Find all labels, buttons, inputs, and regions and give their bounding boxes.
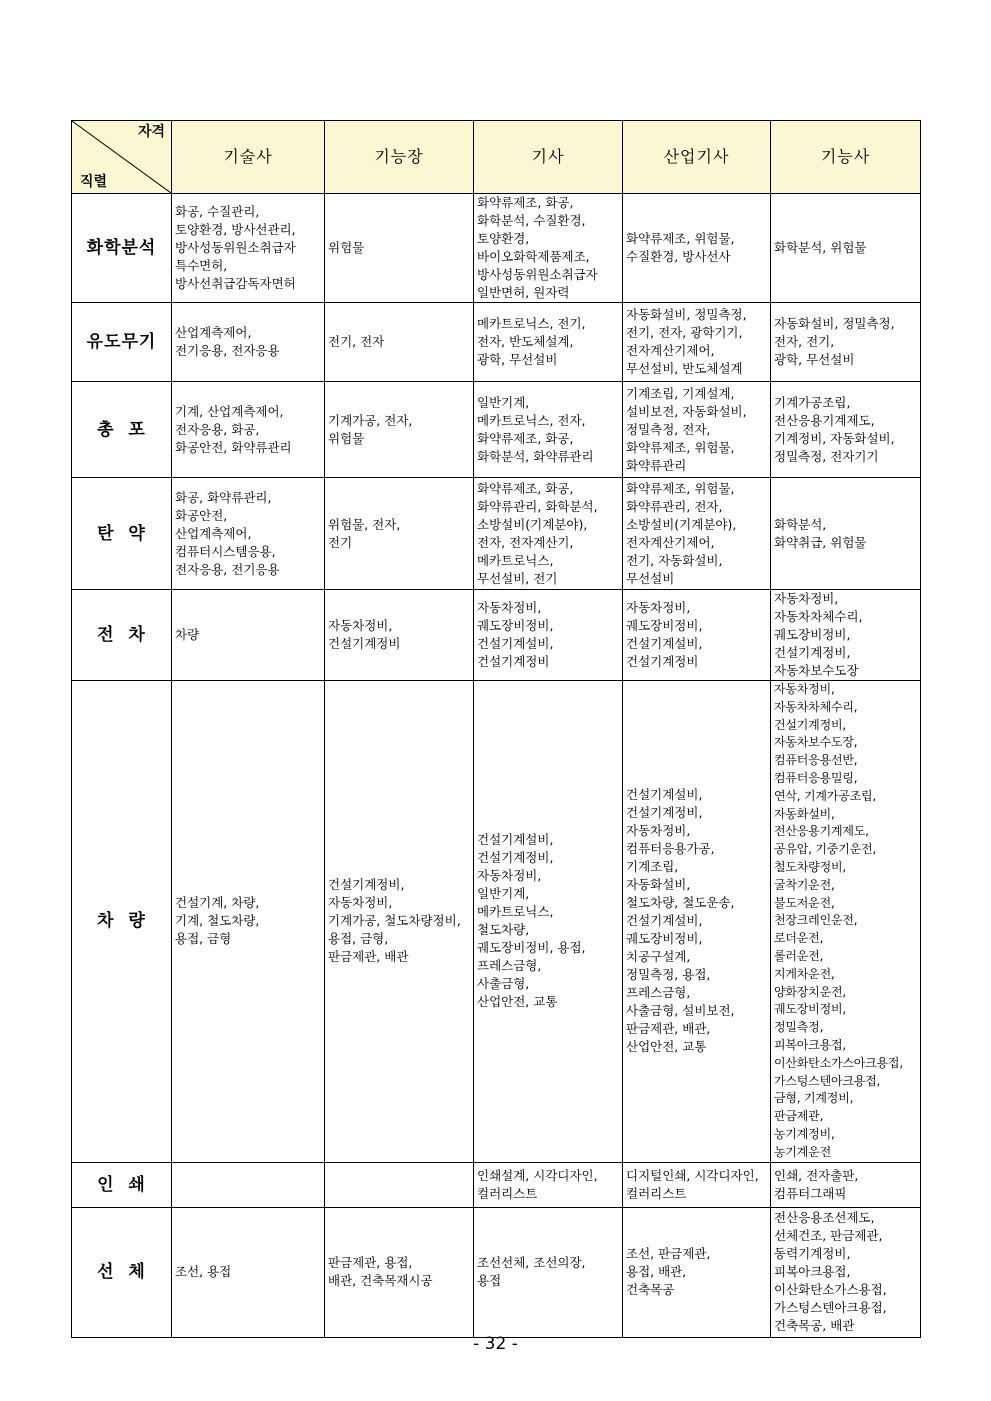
table-cell: 자동차정비, 건설기계정비 (325, 590, 474, 681)
table-cell: 차량 (172, 590, 325, 681)
table-cell: 화약류제조, 위험물, 화약류관리, 전자, 소방설비(기계분야), 전자계산기제어, 전기, 자동화설비, 무선설비 (623, 478, 771, 590)
table-cell: 인쇄설계, 시각디자인, 컬러리스트 (474, 1162, 623, 1207)
row-label: 탄 약 (72, 478, 172, 590)
table-cell: 자동차정비, 궤도장비정비, 건설기계설비, 건설기계정비 (474, 590, 623, 681)
table-row (72, 478, 921, 590)
row-label: 선 체 (72, 1207, 172, 1337)
header-corner-cell (72, 121, 172, 194)
row-label: 화학분석 (72, 194, 172, 303)
row-label: 인 쇄 (72, 1162, 172, 1207)
table-cell: 디지털인쇄, 시각디자인, 컬러리스트 (623, 1162, 771, 1207)
table-cell: 조선선체, 조선의장, 용접 (474, 1207, 623, 1337)
table-cell: 화학분석, 위험물 (771, 194, 921, 303)
table-cell: 일반기계, 메카트로닉스, 전자, 화약류제조, 화공, 화학분석, 화약류관리 (474, 382, 623, 478)
table-cell: 건설기계설비, 건설기계정비, 자동차정비, 컴퓨터응용가공, 기계조립, 자동화설비, 철도차량, 철도운송, 건설기계설비, 궤도장비정비, 치공구설계, 정밀측정, 용접, 프레스금형, 사출금형, 설비보전, 판금제관, 배관, 산업안전, 교통 (623, 681, 771, 1163)
table-cell: 자동차정비, 자동차차체수리, 건설기계정비, 자동차보수도장, 컴퓨터응용선반, 컴퓨터응용밀링, 연삭, 기계가공조립, 자동화설비, 전산응용기계제도, 공유압, 기중기운전, 철도차량정비, 굴착기운전, 불도저운전, 천장크레인운전, 로더운전, 롤러운전, 지게차운전, 양화장치운전, 궤도장비정비, 정밀측정, 피복아크용접, 이산화탄소가스아크용접, 가스텅스텐아크용접, 금형, 기계정비, 판금제관, 농기계정비, 농기계운전 (771, 681, 921, 1163)
table-row (72, 590, 921, 681)
table-cell: 인쇄, 전자출판, 컴퓨터그래픽 (771, 1162, 921, 1207)
table-header-row (72, 121, 921, 194)
table-cell: 기계, 산업계측제어, 전자응용, 화공, 화공안전, 화약류관리 (172, 382, 325, 478)
table-cell: 자동차정비, 자동차차체수리, 궤도장비정비, 건설기계정비, 자동차보수도장 (771, 590, 921, 681)
table-cell: 기계가공조립, 전산응용기계제도, 기계정비, 자동화설비, 정밀측정, 전자기기 (771, 382, 921, 478)
table-cell (325, 1162, 474, 1207)
table-cell: 화공, 수질관리, 토양환경, 방사선관리, 방사성동위원소취급자 특수면허, 방사선취급감독자면허 (172, 194, 325, 303)
corner-job-series-label: 직렬 (80, 174, 108, 190)
table-row (72, 194, 921, 303)
table-row (72, 1162, 921, 1207)
table-cell: 산업계측제어, 전기응용, 전자응용 (172, 303, 325, 382)
table-cell: 화약류제조, 화공, 화약류관리, 화학분석, 소방설비(기계분야), 전자, 전자계산기, 메카트로닉스, 무선설비, 전기 (474, 478, 623, 590)
table-cell: 위험물 (325, 194, 474, 303)
table-cell: 자동화설비, 정밀측정, 전자, 전기, 광학, 무선설비 (771, 303, 921, 382)
table-cell: 화약류제조, 화공, 화학분석, 수질환경, 토양환경, 바이오화학제품제조, 방사성동위원소취급자 일반면허, 원자력 (474, 194, 623, 303)
table-cell: 위험물, 전자, 전기 (325, 478, 474, 590)
table-cell: 조선, 판금제관, 용접, 배관, 건축목공 (623, 1207, 771, 1337)
column-header-industrial-engineer: 산업기사 (623, 121, 771, 194)
table-cell: 기계가공, 전자, 위험물 (325, 382, 474, 478)
corner-qualification-label: 자격 (137, 124, 165, 140)
table-cell: 판금제관, 용접, 배관, 건축목재시공 (325, 1207, 474, 1337)
table-row (72, 681, 921, 1163)
table-row (72, 303, 921, 382)
table-row (72, 382, 921, 478)
table-cell: 메카트로닉스, 전기, 전자, 반도체설계, 광학, 무선설비 (474, 303, 623, 382)
table-cell: 전산응용조선제도, 선체건조, 판금제관, 동력기계정비, 피복아크용접, 이산화탄소가스용접, 가스텅스텐아크용접, 건축목공, 배관 (771, 1207, 921, 1337)
table-cell: 화약류제조, 위험물, 수질환경, 방사선사 (623, 194, 771, 303)
table-cell: 건설기계정비, 자동차정비, 기계가공, 철도차량정비, 용접, 금형, 판금제관, 배관 (325, 681, 474, 1163)
page-number: - 32 - (473, 1334, 518, 1354)
table-cell: 화공, 화약류관리, 화공안전, 산업계측제어, 컴퓨터시스템응용, 전자응용, 전기응용 (172, 478, 325, 590)
table-cell: 건설기계설비, 건설기계정비, 자동차정비, 일반기계, 메카트로닉스, 철도차량, 궤도장비정비, 용접, 프레스금형, 사출금형, 산업안전, 교통 (474, 681, 623, 1163)
table-cell (172, 1162, 325, 1207)
row-label: 유도무기 (72, 303, 172, 382)
column-header-engineer: 기사 (474, 121, 623, 194)
table-cell: 전기, 전자 (325, 303, 474, 382)
table-cell: 기계조립, 기계설계, 설비보전, 자동화설비, 정밀측정, 전자, 화약류제조, 위험물, 화약류관리 (623, 382, 771, 478)
column-header-craftsman: 기능사 (771, 121, 921, 194)
column-header-master-craftsman: 기능장 (325, 121, 474, 194)
row-label: 전 차 (72, 590, 172, 681)
table-cell: 화학분석, 화약취급, 위험물 (771, 478, 921, 590)
row-label: 차 량 (72, 681, 172, 1163)
table-row (72, 1207, 921, 1337)
table-cell: 자동화설비, 정밀측정, 전기, 전자, 광학기기, 전자계산기제어, 무선설비, 반도체설계 (623, 303, 771, 382)
qualification-table (71, 120, 921, 1338)
table-cell: 자동차정비, 궤도장비정비, 건설기계설비, 건설기계정비 (623, 590, 771, 681)
table-cell: 조선, 용접 (172, 1207, 325, 1337)
row-label: 총 포 (72, 382, 172, 478)
table-cell: 건설기계, 차량, 기계, 철도차량, 용접, 금형 (172, 681, 325, 1163)
column-header-professional-engineer: 기술사 (172, 121, 325, 194)
